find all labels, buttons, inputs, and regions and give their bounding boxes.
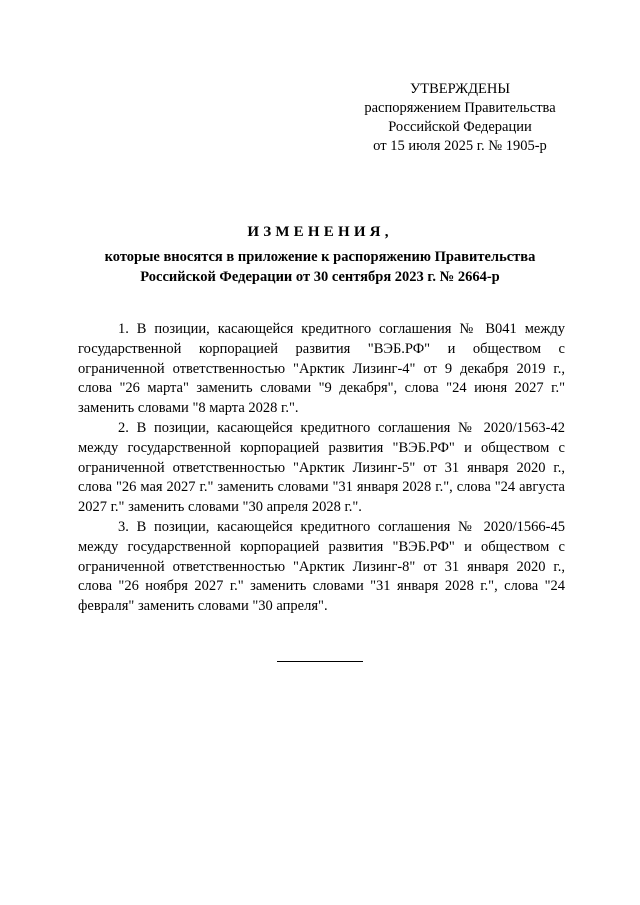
document-body <box>78 320 565 617</box>
paragraph-2: 2. В позиции, касающейся кредитного соглашения № 2020/1563-42 между государственной корпорацией развития "ВЭБ.РФ" и обществом с ограниченной ответственностью "Арктик Лизинг-5" от 31 января 2020 г., слова "26 мая 2027 г." заменить словами "31 января 2028 г.", слова "24 августа 2027 г." заменить словами "30 апреля 2028 г.". <box>78 419 565 516</box>
document-subtitle <box>0 248 640 287</box>
approval-heading: УТВЕРЖДЕНЫ <box>409 81 511 97</box>
paragraph-1: 1. В позиции, касающейся кредитного соглашения № В041 между государственной корпорацией развития "ВЭБ.РФ" и обществом с ограниченной ответственностью "Арктик Лизинг-4" от 9 декабря 2019 г., слова "26 марта" заменить словами "9 декабря", слова "24 июня 2027 г." заменить словами "8 марта 2028 г.". <box>78 321 565 417</box>
closing-divider <box>277 661 363 662</box>
paragraph-3: 3. В позиции, касающейся кредитного соглашения № 2020/1566-45 между государственной корпорацией развития "ВЭБ.РФ" и обществом с ограниченной ответственностью "Арктик Лизинг-8" от 31 января 2020 г., слова "26 ноября 2027 г." заменить словами "31 января 2028 г.", слова "24 февраля" заменить словами "30 апреля". <box>78 518 565 615</box>
approval-line-date: от 15 июля 2025 г. № 1905-р <box>373 138 547 154</box>
approval-line-decree: распоряжением Правительства <box>364 100 556 116</box>
subtitle-line-2: Российской Федерации от 30 сентября 2023 г. № 2664-р <box>140 268 500 285</box>
document-title: ИЗМЕНЕНИЯ, <box>247 224 393 240</box>
approval-line-country: Российской Федерации <box>388 119 532 135</box>
approval-block <box>340 80 580 156</box>
subtitle-line-1: которые вносятся в приложение к распоряжению Правительства <box>104 249 536 265</box>
